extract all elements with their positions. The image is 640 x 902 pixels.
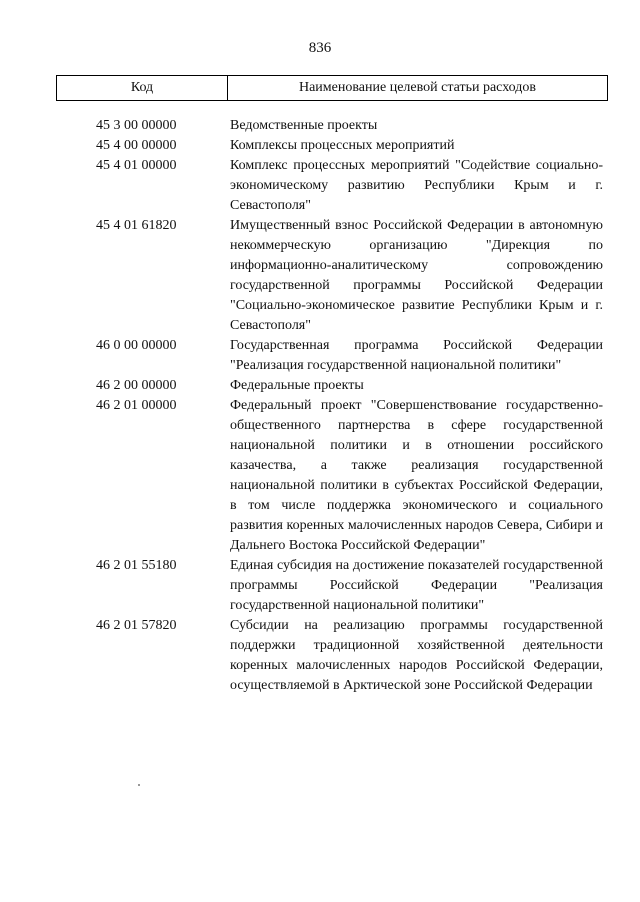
row-code: 46 2 01 00000 [96,398,177,413]
header-code: Код [57,76,228,100]
table-row [0,116,640,136]
row-code: 46 2 01 55180 [96,558,177,573]
row-name: Единая субсидия на достижение показателей государственной программы Российской Федерации "Реализация государственной национальной политики" [230,558,603,613]
row-name: Государственная программа Российской Федерации "Реализация государственной национальной политики" [230,338,603,373]
row-code: 46 0 00 00000 [96,338,177,353]
row-code: 45 4 01 00000 [96,158,177,173]
row-code: 46 2 01 57820 [96,618,177,633]
table-body [0,116,640,696]
row-name: Имущественный взнос Российской Федерации в автономную некоммерческую организацию "Дирекция по информационно-аналитическому сопровождению государственной программы Российской Федерации "Социально-экономическое развитие Республики Крым и г. Севастополя" [230,218,603,333]
row-code: 46 2 00 00000 [96,378,177,393]
row-code: 45 4 00 00000 [96,138,177,153]
row-name: Комплексы процессных мероприятий [230,138,455,153]
table-row [0,616,640,696]
row-name: Комплекс процессных мероприятий "Содействие социально-экономическому развитию Республики Крым и г. Севастополя" [230,158,603,213]
row-name: Ведомственные проекты [230,118,378,133]
row-code: 45 3 00 00000 [96,118,177,133]
table-header [56,75,608,101]
table-row [0,336,640,376]
table-row [0,216,640,336]
table-row [0,136,640,156]
table-row [0,376,640,396]
row-name: Федеральные проекты [230,378,364,393]
table-row [0,156,640,216]
table-row [0,396,640,556]
row-code: 45 4 01 61820 [96,218,177,233]
table-row [0,556,640,616]
header-name: Наименование целевой статьи расходов [298,80,537,95]
scan-speck [138,784,140,786]
page-number: 836 [308,40,332,56]
row-name: Федеральный проект "Совершенствование государственно-общественного партнерства в сфере государственной национальной политики и в отношении российского казачества, а также реализация государственной национальной политики в субъектах Российской Федерации, в том числе поддержка экономического и социального развития коренных малочисленных народов Севера, Сибири и Дальнего Востока Российской Федерации" [230,398,603,553]
row-name: Субсидии на реализацию программы государственной поддержки традиционной хозяйственной деятельности коренных малочисленных народов Российской Федерации, осуществляемой в Арктической зоне Российской Федерации [230,618,603,693]
